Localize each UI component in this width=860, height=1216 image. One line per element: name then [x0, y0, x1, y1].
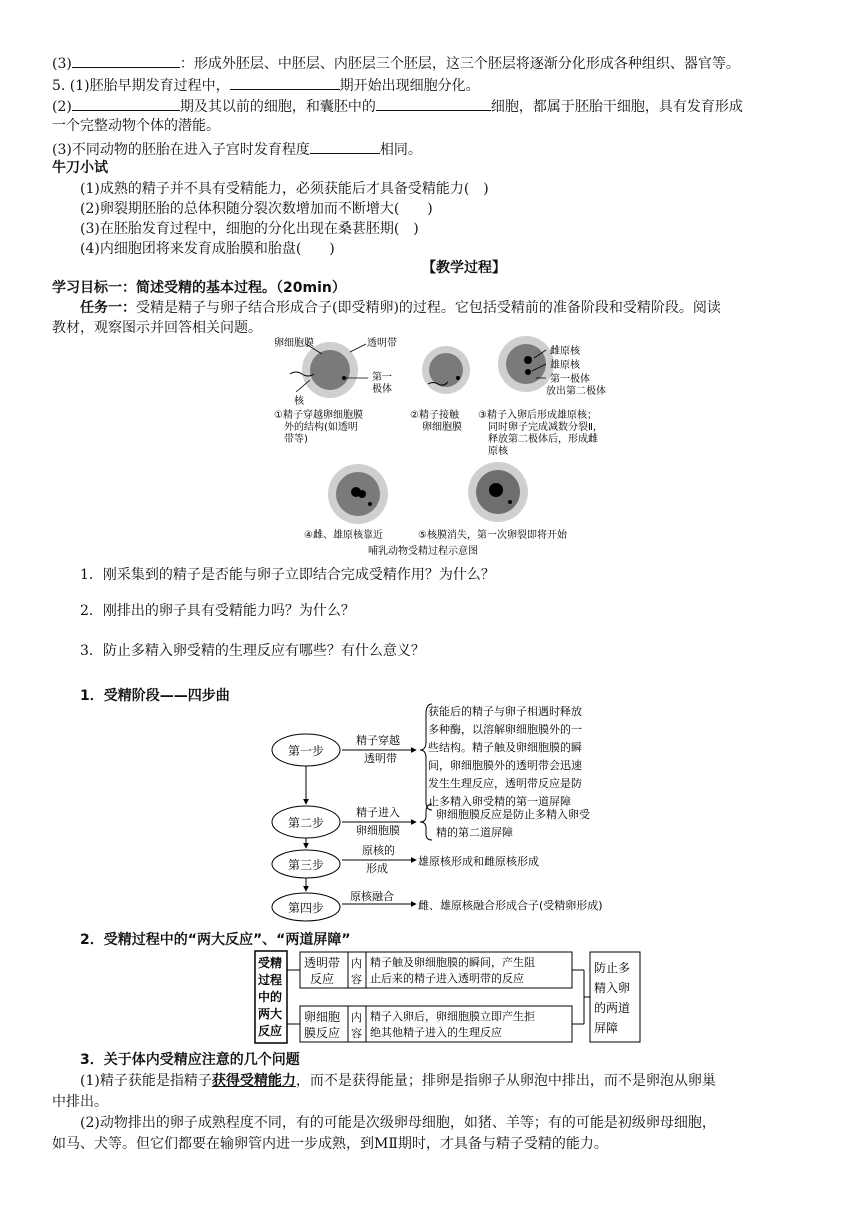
arrow-label: 原核的 [362, 844, 395, 857]
quiz-item: (4)内细胞团将来发育成胎膜和胎盘( ) [80, 241, 335, 257]
step-label: 第二步 [288, 816, 325, 830]
barrier-label: 的两道 [594, 1001, 631, 1015]
question: 2．刚排出的卵子具有受精能力吗？为什么？ [80, 603, 355, 619]
task-label: 任务一： [80, 300, 136, 316]
fill-line-5-1 [52, 74, 480, 96]
barrier-label: 屏障 [594, 1021, 619, 1035]
egg-stage-2 [422, 346, 470, 394]
answer-blank[interactable] [72, 95, 180, 111]
caption-3: ③精子入卵后形成雄原核； [478, 410, 597, 421]
question: 1．刚采集到的精子是否能与卵子立即结合完成受精作用？为什么？ [80, 567, 495, 583]
caption-3: 同时卵子完成减数分裂Ⅱ， [488, 422, 603, 433]
barrier-label: 精入卵 [594, 981, 631, 995]
left-label: 中的 [258, 990, 283, 1004]
reaction-table [254, 950, 644, 1046]
step-description: 间，卵细胞膜外的透明带会迅速 [428, 759, 582, 772]
text: 期及其以前的细胞，和囊胚中的 [179, 99, 376, 115]
arrow-label: 原核融合 [350, 890, 394, 903]
answer-blank[interactable] [230, 74, 340, 90]
caption-2: ②精子接触 [410, 410, 459, 421]
left-label: 受精 [258, 956, 283, 970]
caption-1: 外的结构(如透明 [284, 422, 358, 433]
text: (2) [52, 99, 72, 115]
caption-2: 卵细胞膜 [422, 422, 462, 433]
fertilization-flowchart [266, 698, 626, 924]
reaction-name: 反应 [310, 972, 335, 986]
quiz-item: (2)卵裂期胚胎的总体积随分裂次数增加而不断增大( ) [80, 201, 433, 217]
step-description: 雌、雄原核融合形成合子(受精卵形成) [418, 899, 603, 912]
fill-line-5-2 [52, 95, 743, 117]
note-2: (2)动物排出的卵子成熟程度不同，有的可能是次级卵母细胞，如猪、羊等；有的可能是初级卵母细胞， [80, 1115, 716, 1131]
step-description: 雄原核形成和雌原核形成 [418, 855, 539, 868]
left-label: 两大 [258, 1007, 283, 1021]
label-nucleus: 核 [294, 396, 304, 407]
section-title: 【教学过程】 [422, 260, 506, 276]
fertilization-figure [270, 334, 620, 556]
task-text-cont: 教材，观察图示并回答相关问题。 [52, 320, 262, 336]
egg-stage-4 [328, 464, 388, 524]
quiz-item: (3)在胚胎发育过程中，细胞的分化出现在桑葚胚期( ) [80, 221, 419, 237]
step-description: 些结构。精子触及卵细胞膜的瞬 [428, 741, 582, 754]
label-polar: 极体 [372, 384, 392, 395]
step-description: 多种酶，以溶解卵细胞膜外的一 [428, 723, 582, 736]
text: 相同。 [379, 142, 422, 158]
arrow-label: 卵细胞膜 [356, 824, 400, 837]
point-heading: 1．受精阶段——四步曲 [80, 688, 230, 704]
point-heading: 2．受精过程中的“两大反应”、“两道屏障” [80, 932, 351, 948]
label-male-pronucleus: 雄原核 [550, 360, 580, 371]
text: (1)精子获能是指精子 [80, 1073, 212, 1089]
question: 3．防止多精入卵受精的生理反应有哪些？有什么意义？ [80, 643, 425, 659]
reaction-name: 膜反应 [304, 1026, 341, 1040]
caption-5: ⑤核膜消失，第一次卵裂即将开始 [418, 530, 567, 541]
reaction-name: 卵细胞 [304, 1010, 341, 1024]
fill-line-3 [52, 52, 740, 74]
note-1-cont: 中排出。 [52, 1094, 108, 1110]
text: (3) [52, 56, 72, 72]
content-tag: 容 [351, 1027, 362, 1040]
step-label: 第四步 [288, 901, 325, 915]
caption-1: 带等) [284, 434, 308, 445]
step-description: 止多精入卵受精的第一道屏障 [428, 795, 571, 808]
label-polar: 放出第二极体 [546, 386, 606, 397]
text: ：形成外胚层、中胚层、内胚层三个胚层，这三个胚层将逐渐分化形成各种组织、器官等。 [179, 56, 740, 72]
text: 5. (1)胚胎早期发育过程中， [52, 78, 230, 94]
label-zona: 透明带 [367, 338, 397, 349]
fill-line-5-3 [52, 138, 422, 160]
text: 受精是精子与卵子结合形成合子(即受精卵)的过程。它包括受精前的准备阶段和受精阶段。阅读 [136, 300, 721, 316]
note-1 [80, 1071, 716, 1091]
text: 期开始出现细胞分化。 [339, 78, 480, 94]
emphasis-text: 获得受精能力 [211, 1073, 296, 1089]
text: ，而不是获得能量；排卵是指卵子从卵泡中排出，而不是卵泡从卵巢 [295, 1073, 716, 1089]
point-heading: 3．关于体内受精应注意的几个问题 [80, 1052, 300, 1068]
step-label: 第三步 [288, 858, 325, 872]
reaction-text: 绝其他精子进入的生理反应 [370, 1026, 502, 1039]
content-tag: 内 [351, 957, 362, 970]
label-membrane: 卵细胞膜 [274, 338, 314, 349]
answer-blank[interactable] [72, 52, 180, 68]
text: (3)不同动物的胚胎在进入子宫时发育程度 [52, 142, 310, 158]
text-line: 一个完整动物个体的潜能。 [52, 118, 220, 134]
learning-objective: 学习目标一：简述受精的基本过程。（20min） [52, 280, 346, 296]
quiz-item: (1)成熟的精子并不具有受精能力，必须获能后才具备受精能力( ) [80, 181, 489, 197]
text: 细胞，都属于胚胎干细胞，具有发育形成 [490, 99, 743, 115]
task-text [80, 298, 721, 318]
note-2-cont: 如马、犬等。但它们都要在输卵管内进一步成熟，到MⅡ期时，才具备与精子受精的能力。 [52, 1136, 608, 1152]
answer-blank[interactable] [310, 138, 380, 154]
step-description: 获能后的精子与卵子相遇时释放 [428, 705, 582, 718]
label-polar: 第一 [372, 372, 392, 383]
content-tag: 内 [351, 1011, 362, 1024]
arrow-label: 精子进入 [356, 806, 400, 819]
step-description: 卵细胞膜反应是防止多精入卵受 [436, 808, 590, 821]
left-label: 过程 [258, 973, 283, 987]
quiz-title: 牛刀小试 [52, 160, 108, 176]
egg-stage-5 [468, 462, 528, 522]
label-female-pronucleus: 雌原核 [550, 346, 580, 357]
reaction-text: 精子入卵后，卵细胞膜立即产生拒 [370, 1010, 535, 1023]
caption-3: 释放第二极体后，形成雌 [488, 434, 598, 445]
arrow-label: 透明带 [364, 752, 397, 765]
barrier-label: 防止多 [594, 961, 631, 975]
caption-3: 原核 [488, 446, 508, 457]
label-polar: 第一极体 [550, 374, 590, 385]
egg-stage-1 [290, 342, 368, 398]
arrow-label: 精子穿越 [356, 734, 400, 747]
egg-stage-3 [498, 336, 554, 392]
left-label: 反应 [258, 1024, 283, 1038]
caption-1: ①精子穿越卵细胞膜 [274, 410, 363, 421]
figure-title: 哺乳动物受精过程示意图 [368, 546, 478, 556]
reaction-text: 精子触及卵细胞膜的瞬间，产生阻 [370, 956, 535, 969]
content-tag: 容 [351, 973, 362, 986]
step-description: 发生生理反应，透明带反应是防 [428, 777, 582, 790]
arrow-label: 形成 [366, 862, 388, 875]
step-label: 第一步 [288, 744, 325, 758]
step-description: 精的第二道屏障 [436, 826, 513, 839]
reaction-name: 透明带 [304, 956, 341, 970]
caption-4: ④雌、雄原核靠近 [304, 530, 383, 541]
answer-blank[interactable] [376, 95, 491, 111]
reaction-text: 止后来的精子进入透明带的反应 [370, 972, 524, 985]
